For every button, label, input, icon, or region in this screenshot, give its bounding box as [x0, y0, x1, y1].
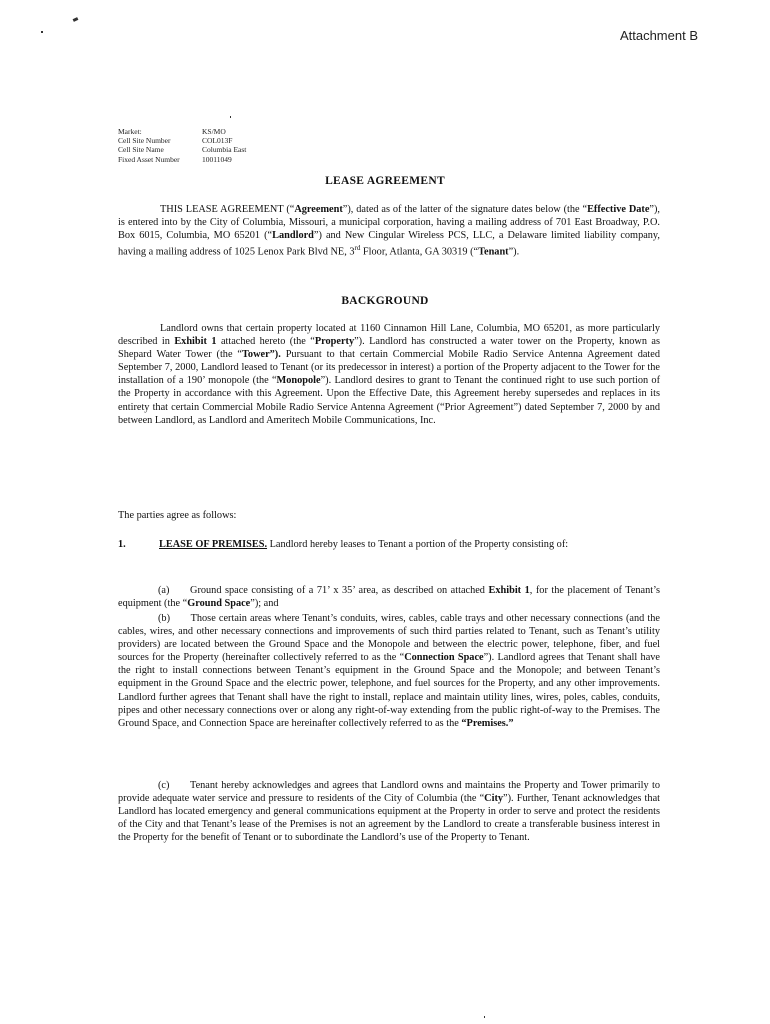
item-b-paragraph: [118, 612, 660, 730]
text-run: ”). Further, Tenant acknowledges that Landlord has located emergency and general communications equipment at the Property in order to serve and protect the residents of the City and that Tenant’s lease of the Premises is not an agreement by the Landlord to create a transferable business interest in the Property for the benefit of Tenant or to subordinate the Landlord’s use of the Property to Tenant.: [118, 793, 660, 844]
item-c-paragraph: [118, 779, 660, 844]
defined-term: Exhibit 1: [174, 336, 217, 348]
document-title: LEASE AGREEMENT: [325, 175, 445, 187]
defined-term: Connection Space: [404, 652, 484, 664]
scan-speck: [73, 17, 79, 22]
text-run: Landlord owns that certain property located at 1160 Cinnamon Hill Lane, Columbia, MO 65201, as more particularly described in: [118, 323, 660, 348]
section-1-heading: [118, 538, 660, 551]
superscript: rd: [354, 244, 361, 253]
site-info-label: Fixed Asset Number: [118, 154, 180, 164]
defined-term: Monopole: [276, 375, 321, 387]
site-info-value: Columbia East: [202, 145, 247, 155]
text-run: (b) Those certain areas where Tenant’s conduits, wires, cables, cable trays and other necessary connections (and the cables, wires, and other necessary connections and improvements of such third parties related to Tenant, such as Tenant’s utility providers) are located between the Ground Space and the Monopole and between the electric power, telephone, fiber, and fuel sources for the Property (hereinafter collectively referred to as the “: [118, 613, 660, 664]
defined-term: Tenant: [478, 246, 509, 258]
defined-term: Agreement: [294, 204, 343, 215]
defined-term: Ground Space: [187, 598, 251, 610]
defined-term: Property: [314, 336, 355, 348]
site-info-row: [118, 136, 246, 145]
site-info-label: Market:: [118, 127, 142, 136]
defined-term: Effective Date: [587, 204, 650, 215]
defined-term: Tower”).: [242, 349, 281, 361]
site-info-label: Cell Site Number: [118, 136, 171, 146]
background-paragraph: [118, 322, 660, 427]
site-info-row: [118, 145, 246, 154]
intro-paragraph: [118, 203, 660, 259]
background-title: BACKGROUND: [341, 295, 429, 307]
site-info-row: [118, 155, 246, 164]
text-run: , for the placement of Tenant’s equipment (the “: [118, 585, 660, 610]
scan-speck: [484, 1016, 485, 1018]
site-info-value: KS/MO: [202, 127, 226, 136]
site-info-value: 10011049: [202, 154, 232, 164]
text-run: (a) Ground space consisting of a 71’ x 35’ area, as described on attached: [158, 585, 489, 596]
section-number: 1.: [118, 539, 126, 550]
item-a-paragraph: [118, 584, 660, 610]
defined-term: City: [484, 793, 504, 805]
text-run: ”), is entered into by the City of Columbia, Missouri, a municipal corporation, having a mailing address of 701 East Broadway, P.O. Box 6015, Columbia, MO 65201 (“: [118, 204, 660, 242]
text-run: ”); and: [250, 598, 279, 610]
text-run: ”), dated as of the latter of the signature dates below (the “: [342, 204, 588, 215]
text-run: Floor, Atlanta, GA 30319 (“: [360, 246, 479, 258]
text-run: Pursuant to that certain Commercial Mobile Radio Service Antenna Agreement dated September 7, 2000, Landlord leased to Tenant (or its predecessor in interest) a portion of the Property adjacent to the Tower for the installation of a 190’ monopole (the “: [118, 349, 660, 387]
parties-agree: The parties agree as follows:: [118, 510, 237, 521]
defined-term: Exhibit 1: [488, 585, 530, 596]
site-info-row: [118, 127, 246, 136]
text-run: ”) and New Cingular Wireless PCS, LLC, a Delaware limited liability company, having a mailing address of 1025 Lenox Park Blvd NE, 3: [118, 230, 660, 258]
site-info-value: COL013F: [202, 136, 233, 146]
defined-term: “Premises.”: [461, 717, 514, 729]
defined-term: Landlord: [272, 230, 314, 242]
text-run: ”). Landlord agrees that Tenant shall have the right to install connections between Tenant’s equipment in the Ground Space and the Monopole; and between Tenant’s equipment in the Ground Space and the electric power, telephone, and fuel sources for the Property, and any other improvements. Landlord further agrees that Tenant shall have the right to install, replace and maintain utility lines, wires, poles, cables, conduits, pipes and other necessary connections over or along any right-of-way extending from the public right-of-way to the Premises. The Ground Space, and Connection Space are hereinafter collectively referred to as the: [118, 652, 660, 729]
section-title: LEASE OF PREMISES.: [159, 539, 268, 550]
site-info-label: Cell Site Name: [118, 145, 164, 155]
attachment-label: Attachment B: [619, 28, 698, 43]
text-run: (c) Tenant hereby acknowledges and agrees that Landlord owns and maintains the Property and Tower primarily to provide adequate water service and pressure to residents of the City of Columbia (the “: [118, 780, 660, 805]
text-run: ”).: [508, 246, 520, 258]
scan-speck: [41, 31, 43, 33]
text-run: ”). Landlord has constructed a water tower on the Property, known as Shepard Water Tower (the “: [118, 336, 661, 361]
text-run: THIS LEASE AGREEMENT (“: [160, 204, 295, 215]
text-run: ”). Landlord desires to grant to Tenant the continued right to use such portion of the Property in accordance with this Agreement. Upon the Effective Date, this Agreement hereby supersedes and replaces in its entirety that certain Commercial Mobile Radio Service Antenna Agreement (“Prior Agreement”) dated September 7, 2000 by and between Landlord, as Landlord and Ameritech Mobile Communications, Inc.: [118, 375, 660, 426]
text-run: attached hereto (the “: [216, 336, 315, 348]
scan-speck: [230, 116, 231, 118]
site-info-block: [118, 127, 246, 164]
text-run: Landlord hereby leases to Tenant a portion of the Property consisting of:: [267, 539, 569, 550]
